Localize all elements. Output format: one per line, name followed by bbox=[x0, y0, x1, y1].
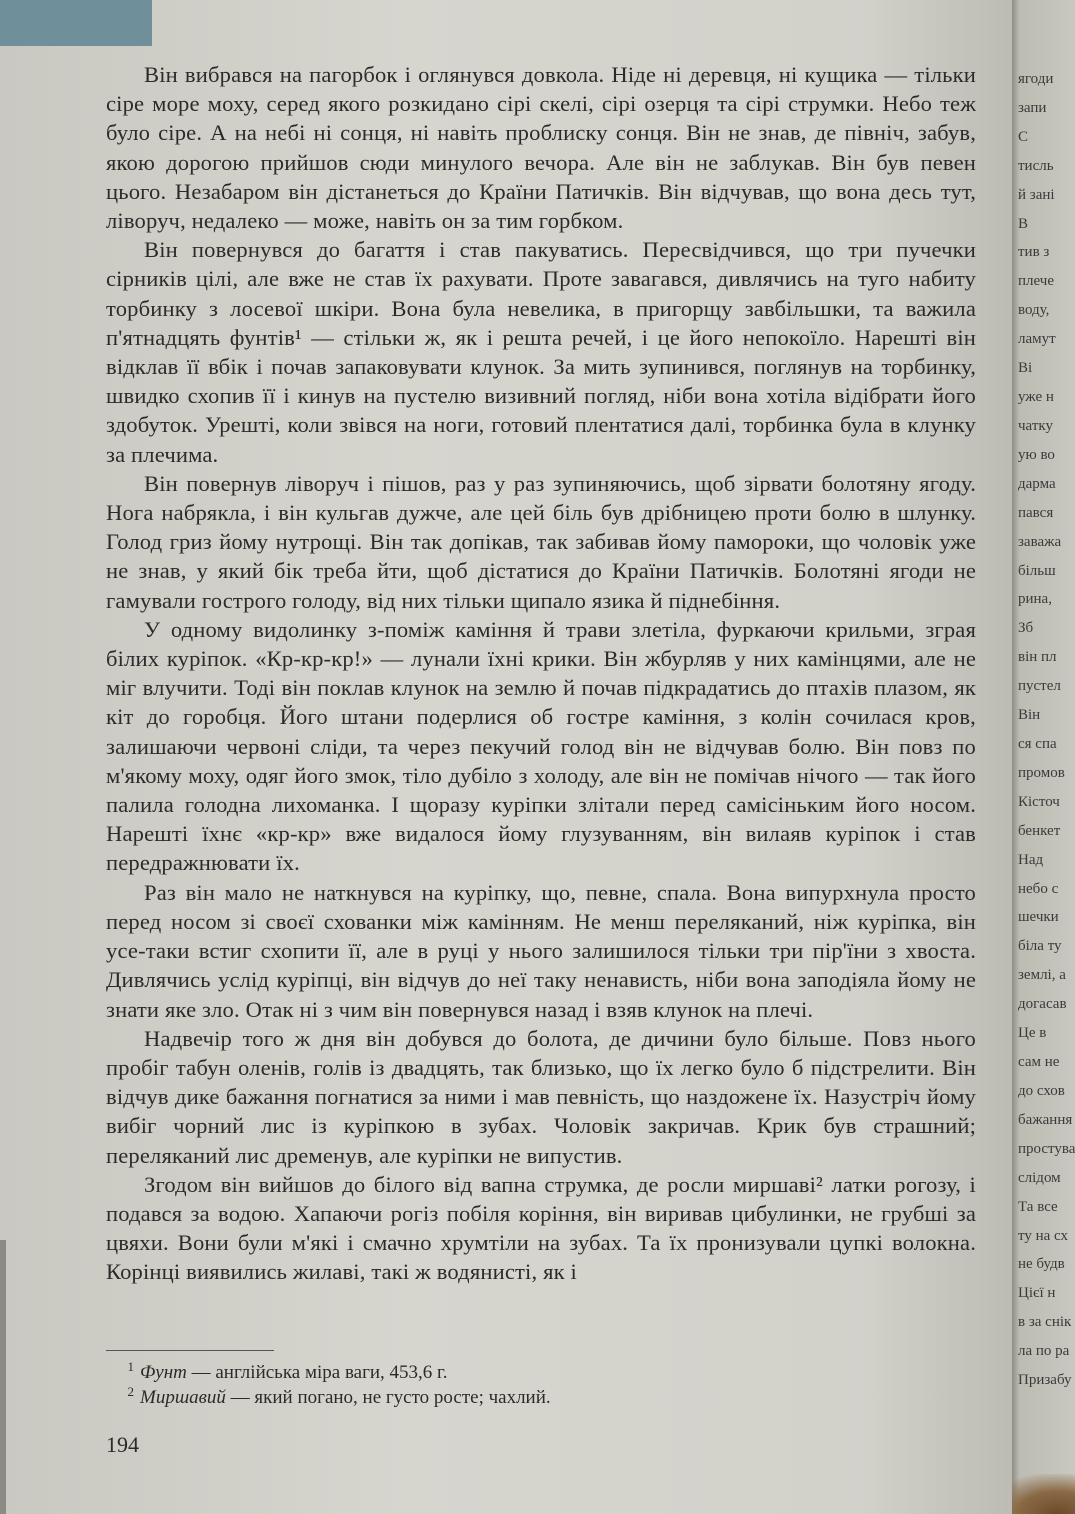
facing-page-fragment: біла ту bbox=[1018, 938, 1062, 954]
facing-page-fragment: ягоди bbox=[1018, 71, 1054, 87]
facing-page-fragment: бажання bbox=[1018, 1112, 1073, 1128]
paragraph-7: Згодом він вийшов до білого від вапна струмка, де росли миршаві² латки рогозу, і подався за водою. Хапаючи рогіз побіля коріння, він виривав цибулинки, не грубші за цвяхи. Вони були м'які і смачно хрумтіли на зубах. Та їх пронизували цупкі волокна. Корінці виявились жилаві, такі ж водянисті, як і bbox=[106, 1171, 976, 1285]
facing-page-fragment: бенкет bbox=[1018, 823, 1061, 839]
facing-page-fragment: Призабу bbox=[1018, 1372, 1072, 1388]
facing-page-fragment: він пл bbox=[1018, 649, 1057, 665]
paragraph-6: Надвечір того ж дня він добувся до болота, де дичини було більше. Повз нього пробіг табун оленів, голів із двадцять, так близько, що їх легко було б підстрелити. Він відчув дике бажання погнатися за ними і мав певність, що наздожене їх. Назустріч йому вибіг чорний лис із куріпкою в зубах. Чоловік закричав. Крик був страшний; переляканий лис дременув, але куріпки не випустив. bbox=[106, 1025, 976, 1168]
facing-page-fragment: Та все bbox=[1018, 1199, 1058, 1215]
facing-page-fragment: воду, bbox=[1018, 302, 1050, 318]
facing-page-fragment: рина, bbox=[1018, 591, 1052, 607]
facing-page-fragment: землі, а bbox=[1018, 967, 1066, 983]
facing-page-fragment: Зб bbox=[1018, 620, 1034, 636]
facing-page-fragment: промов bbox=[1018, 765, 1065, 781]
facing-page-fragment: пався bbox=[1018, 505, 1054, 521]
facing-page-fragment: ла по ра bbox=[1018, 1343, 1070, 1359]
facing-page-fragment: сам не bbox=[1018, 1054, 1060, 1070]
facing-page-fragment: в за снік bbox=[1018, 1314, 1072, 1330]
facing-page-fragment: ся спа bbox=[1018, 736, 1057, 752]
facing-page-fragment: плече bbox=[1018, 273, 1054, 289]
corner-stain bbox=[1012, 1474, 1075, 1514]
facing-page-edge bbox=[1012, 0, 1075, 1514]
footnotes bbox=[106, 1360, 976, 1410]
facing-page-fragment: небо с bbox=[1018, 881, 1059, 897]
footnote-1: 1 Фунт — англійська міра ваги, 453,6 г. bbox=[127, 1358, 448, 1383]
facing-page-fragment: простува bbox=[1018, 1141, 1075, 1157]
main-text bbox=[106, 60, 976, 1287]
facing-page-fragment: Цієї н bbox=[1018, 1285, 1056, 1301]
facing-page-fragment: шечки bbox=[1018, 909, 1059, 925]
page-number: 194 bbox=[106, 1432, 139, 1457]
paragraph-4: У одному видолинку з-поміж каміння й трави злетіла, фуркаючи крильми, зграя білих куріпок. «Кр-кр-кр!» — лунали їхні крики. Він жбурляв у них камінцями, але не міг влучити. Тоді він поклав клунок на землю й почав підкрадатись до птахів плазом, як кіт до горобця. Його штани подерлися об гостре каміння, з колін сочилася кров, залишаючи червоні сліди, та через пекучий голод він не відчував болю. Він повз по м'якому моху, одяг його змок, тіло дубіло з холоду, але він не помічав нічого — так його палила голодна лихоманка. І щоразу куріпки злітали перед самісіньким його носом. Нарешті їхнє «кр-кр» вже видалося йому глузуванням, він вилаяв куріпок і став передражнювати їх. bbox=[106, 616, 976, 876]
facing-page-fragment: Над bbox=[1018, 852, 1044, 868]
facing-page-fragment: Він bbox=[1018, 707, 1041, 723]
facing-page-fragment: більш bbox=[1018, 563, 1056, 579]
facing-page-fragment: В bbox=[1018, 216, 1029, 232]
page-corner-tab bbox=[0, 0, 152, 46]
facing-page-fragment: слідом bbox=[1018, 1170, 1061, 1186]
facing-page-fragment: Кісточ bbox=[1018, 794, 1060, 810]
facing-page-fragment: й зані bbox=[1018, 187, 1055, 203]
facing-page-fragment: тисль bbox=[1018, 158, 1054, 174]
facing-page-fragment: ту на сх bbox=[1018, 1228, 1069, 1244]
facing-page-fragment: до схов bbox=[1018, 1083, 1065, 1099]
facing-page-fragment: С bbox=[1018, 129, 1029, 145]
facing-page-fragment: догасав bbox=[1018, 996, 1067, 1012]
footnote-term: Миршавий bbox=[140, 1387, 226, 1408]
facing-page-fragment: ую во bbox=[1018, 447, 1055, 463]
page-left-edge bbox=[0, 1240, 6, 1514]
facing-page-fragment: заважа bbox=[1018, 534, 1062, 550]
footnote-2: 2 Миршавий — який погано, не густо росте; чахлий. bbox=[127, 1383, 551, 1408]
facing-page-fragment: пустел bbox=[1018, 678, 1061, 694]
facing-page-fragment: Це в bbox=[1018, 1025, 1047, 1041]
footnote-text: — англійська міра ваги, 453,6 г. bbox=[186, 1362, 448, 1383]
facing-page-fragment: тив з bbox=[1018, 244, 1050, 260]
facing-page-fragment: чатку bbox=[1018, 418, 1053, 434]
footnote-text: — який погано, не густо росте; чахлий. bbox=[225, 1387, 551, 1408]
paragraph-3: Він повернув ліворуч і пішов, раз у раз зупиняючись, щоб зірвати болотяну ягоду. Нога набрякла, і він кульгав дужче, але цей біль був дрібницею проти болю в шлунку. Голод гриз йому нутрощі. Він так допікав, так забивав йому памороки, що чоловік уже не знав, у який бік треба йти, щоб дістатися до Країни Патичків. Болотяні ягоди не гамували гострого голоду, від них тільки щипало язика й піднебіння. bbox=[106, 470, 976, 613]
paragraph-1: Він вибрався на пагорбок і оглянувся довкола. Ніде ні деревця, ні кущика — тільки сіре море моху, серед якого розкидано сірі скелі, сірі озерця та сірі струмки. Небо теж було сіре. А на небі ні сонця, ні навіть проблиску сонця. Він не знав, де північ, забув, якою дорогою прийшов сюди минулого вечора. Але він не заблукав. Він був певен цього. Незабаром він дістанеться до Країни Патичків. Він відчував, що вона десь тут, ліворуч, недалеко — може, навіть он за тим горбком. bbox=[106, 62, 976, 234]
paragraph-5: Раз він мало не наткнувся на куріпку, що, певне, спала. Вона випурхнула просто перед носом зі своєї схованки між камінням. Не менш переляканий, ніж куріпка, він усе-таки встиг схопити її, але в руці у нього залишилося тільки три пір'їни з хвоста. Дивлячись услід куріпці, він відчув до неї таку ненависть, ніби вона заподіяла йому не знати яке зло. Отак ні з чим він повернувся назад і взяв клунок на плечі. bbox=[106, 879, 976, 1022]
facing-page-fragment: ламут bbox=[1018, 331, 1056, 347]
footnote-term: Фунт bbox=[140, 1362, 187, 1383]
facing-page-fragment: дарма bbox=[1018, 476, 1056, 492]
facing-page-fragment: не будв bbox=[1018, 1256, 1065, 1272]
footnote-divider bbox=[106, 1350, 274, 1351]
paragraph-2: Він повернувся до багаття і став пакуватись. Пересвідчився, що три пучечки сірників цілі, але вже не став їх рахувати. Проте завагався, дивлячись на туго набиту торбинку з лосевої шкіри. Вона була невелика, в пригорщу завбільшки, та важила п'ятнадцять фунтів¹ — стільки ж, як і решта речей, і це його непокоїло. Нарешті він відклав її вбік і почав запаковувати клунок. За мить зупинився, поглянув на торбинку, швидко схопив її і кинув на пустелю визивний погляд, ніби вона хотіла відібрати його здобуток. Урешті, коли звівся на ноги, готовий плентатися далі, торбинка була в клунку за плечима. bbox=[106, 237, 976, 467]
facing-page-fragment: Ві bbox=[1018, 360, 1033, 376]
facing-page-fragment: запи bbox=[1018, 100, 1047, 116]
facing-page-fragment: уже н bbox=[1018, 389, 1054, 405]
